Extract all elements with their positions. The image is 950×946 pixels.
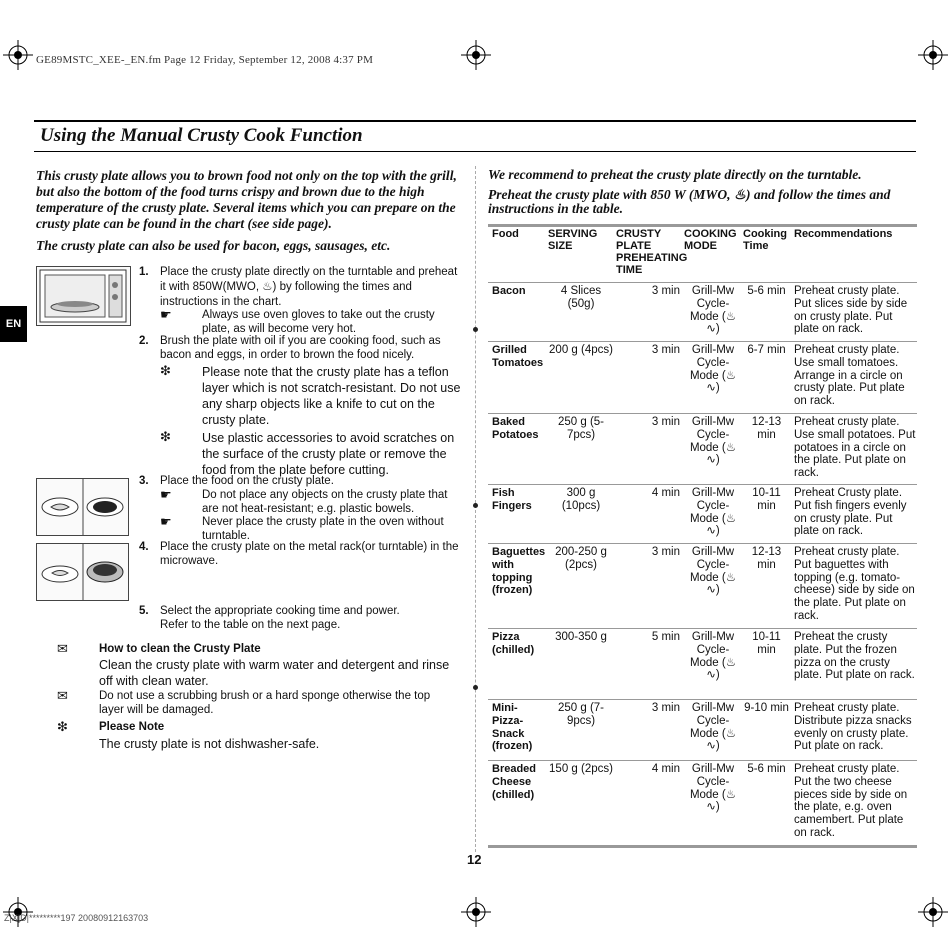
step-text: Place the crusty plate directly on the turntable and preheat it with 850W(MWO, ♨) by following the times and instructions in the chart. xyxy=(160,266,458,308)
table-cell-food: Bacon xyxy=(492,285,526,297)
step-number: 3. xyxy=(139,475,149,487)
table-cell-food: Breaded Cheese (chilled) xyxy=(492,763,537,801)
table-rule xyxy=(488,282,917,283)
asterisk-note-icon: ❇ xyxy=(57,719,68,734)
page-title: Using the Manual Crusty Cook Function xyxy=(40,125,363,146)
print-header: GE89MSTC_XEE-_EN.fm Page 12 Friday, September 12, 2008 4:37 PM xyxy=(36,54,374,66)
step-number: 5. xyxy=(139,605,149,617)
table-cell-time: 12-13 min xyxy=(751,416,782,441)
note-item xyxy=(160,364,470,426)
table-rule xyxy=(488,341,917,342)
table-cell-pre: 3 min xyxy=(651,416,680,428)
step-item xyxy=(139,540,469,570)
please-note-heading: Please Note xyxy=(99,721,165,733)
bullet-dot xyxy=(473,685,478,690)
table-cell-food: Baked Potatoes xyxy=(492,416,539,441)
registration-mark-icon xyxy=(461,40,491,70)
cleaning-note xyxy=(57,642,467,690)
table-cell-size: 250 g (7-9pcs) xyxy=(557,702,605,727)
table-cell-rec: Preheat crusty plate. Put the two cheese pieces side by side on the plate, e.g. oven camembert. Put plate on rack. xyxy=(794,763,908,839)
table-cell-time: 10-11 min xyxy=(752,631,781,656)
please-note xyxy=(57,720,467,756)
note-text: Please note that the crusty plate has a teflon layer which is not scratch-resistant. Do not use any sharp objects like a knife to cut on the crusty plate. xyxy=(202,365,461,427)
oven-illustration xyxy=(36,266,131,326)
table-cell-time: 5-6 min xyxy=(747,763,786,775)
envelope-note-icon: ✉ xyxy=(57,688,68,703)
table-cell-rec: Preheat crusty plate. Use small potatoes. Put potatoes in a circle on the plate. Put plate on rack. xyxy=(794,416,916,480)
note-text: Use plastic accessories to avoid scratches on the surface of the crusty plate or remove the food from the plate before cutting. xyxy=(202,431,455,477)
intro-paragraph: The crusty plate can also be used for bacon, eggs, sausages, etc. xyxy=(36,238,391,253)
language-tab: EN xyxy=(0,306,27,342)
step-item xyxy=(139,604,469,634)
title-rule xyxy=(34,120,916,122)
step-text: Brush the plate with oil if you are cooking food, such as bacon and eggs, in order to brown the food nicely. xyxy=(160,335,441,361)
step-text: Place the crusty plate on the metal rack(or turntable) in the microwave. xyxy=(160,541,459,567)
table-cell-size: 300 g (10pcs) xyxy=(561,487,601,512)
recommend-text: We recommend to preheat the crusty plate directly on the turntable. xyxy=(488,167,862,182)
recommend-text: Preheat the crusty plate with 850 W (MWO, ♨) and follow the times and instructions in the table. xyxy=(488,187,891,216)
pointing-hand-icon: ☛ xyxy=(160,307,172,322)
table-header: Cooking Time xyxy=(743,228,787,252)
step-item xyxy=(139,474,469,488)
step-text: Select the appropriate cooking time and power. Refer to the table on the next page. xyxy=(160,605,400,631)
table-cell-rec: Preheat crusty plate. Use small tomatoes. Arrange in a circle on crusty plate. Put plate on rack. xyxy=(794,344,905,408)
cleaning-text: Clean the crusty plate with warm water and detergent and rinse off with clean water. xyxy=(99,658,450,688)
step-number: 2. xyxy=(139,335,149,347)
plate-food-illustration xyxy=(36,478,129,536)
table-cell-pre: 3 min xyxy=(651,546,680,558)
column-divider xyxy=(475,166,476,852)
table-cell-food: Fish Fingers xyxy=(492,487,532,512)
table-cell-mode: Grill-Mw Cycle-Mode (♨∿) xyxy=(689,763,737,814)
intro-paragraph: This crusty plate allows you to brown food not only on the top with the grill, but also the bottom of the food turns crispy and brown due to the high temperature of the crusty plate. Several items which you can prepare on the crusty plate can be found in the chart (see side page). xyxy=(36,168,457,231)
registration-mark-icon xyxy=(918,897,948,927)
please-note-text: The crusty plate is not dishwasher-safe. xyxy=(99,737,320,751)
table-cell-pre: 5 min xyxy=(651,631,680,643)
table-cell-size: 250 g (5-7pcs) xyxy=(557,416,605,441)
table-header: Recommendations xyxy=(794,228,893,240)
table-cell-pre: 3 min xyxy=(651,344,680,356)
note-text: Always use oven gloves to take out the crusty plate, as will become very hot. xyxy=(202,309,435,335)
table-cell-time: 5-6 min xyxy=(747,285,786,297)
table-cell-time: 10-11 min xyxy=(752,487,781,512)
table-cell-size: 200-250 g (2pcs) xyxy=(555,546,607,571)
bullet-dot xyxy=(473,503,478,508)
table-rule xyxy=(488,699,917,700)
table-cell-time: 6-7 min xyxy=(747,344,786,356)
table-cell-size: 300-350 g xyxy=(555,631,607,643)
table-cell-pre: 4 min xyxy=(651,487,680,499)
step-number: 1. xyxy=(139,266,149,278)
note-item xyxy=(160,488,470,516)
table-rule xyxy=(488,543,917,544)
pointing-hand-icon: ☛ xyxy=(160,514,172,529)
registration-mark-icon xyxy=(918,40,948,70)
table-cell-rec: Preheat Crusty plate. Put fish fingers evenly on crusty plate. Put plate on rack. xyxy=(794,487,907,538)
note-item xyxy=(160,308,470,336)
table-cell-mode: Grill-Mw Cycle-Mode (♨∿) xyxy=(689,702,737,753)
plate-rack-illustration xyxy=(36,543,129,601)
page-number: 12 xyxy=(467,852,482,867)
table-header: COOKING MODE xyxy=(684,228,737,252)
note-item xyxy=(160,430,470,478)
note-text: Never place the crusty plate in the oven without turntable. xyxy=(202,516,444,542)
table-cell-mode: Grill-Mw Cycle-Mode (♨∿) xyxy=(689,285,737,336)
table-cell-mode: Grill-Mw Cycle-Mode (♨∿) xyxy=(689,487,737,538)
table-rule xyxy=(488,484,917,485)
table-cell-time: 12-13 min xyxy=(751,546,782,571)
table-cell-mode: Grill-Mw Cycle-Mode (♨∿) xyxy=(689,546,737,597)
table-cell-size: 4 Slices (50g) xyxy=(560,285,602,310)
table-rule xyxy=(488,224,917,227)
title-rule xyxy=(34,151,916,152)
pointing-hand-icon: ☛ xyxy=(160,487,172,502)
asterisk-note-icon: ❇ xyxy=(160,429,171,444)
note-item xyxy=(160,515,470,543)
step-item xyxy=(139,334,469,364)
registration-mark-icon xyxy=(461,897,491,927)
step-item xyxy=(139,265,469,310)
table-cell-rec: Preheat the crusty plate. Put the frozen pizza on the crusty plate. Put plate on rack. xyxy=(794,631,915,682)
table-rule xyxy=(488,845,917,848)
table-cell-size: 150 g (2pcs) xyxy=(549,763,613,775)
table-rule xyxy=(488,628,917,629)
table-rule xyxy=(488,760,917,761)
table-header: CRUSTY PLATE PREHEATING TIME xyxy=(616,228,688,276)
table-cell-food: Mini-Pizza-Snack (frozen) xyxy=(492,702,533,753)
table-cell-pre: 3 min xyxy=(651,285,680,297)
table-rule xyxy=(488,413,917,414)
table-cell-food: Grilled Tomatoes xyxy=(492,344,544,369)
table-cell-pre: 4 min xyxy=(651,763,680,775)
table-cell-time: 9-10 min xyxy=(744,702,789,714)
table-cell-rec: Preheat crusty plate. Put baguettes with topping (e.g. tomato-cheese) side by side on the plate. Put plate on rack. xyxy=(794,546,915,622)
table-cell-food: Pizza (chilled) xyxy=(492,631,535,656)
envelope-note-icon: ✉ xyxy=(57,641,68,656)
asterisk-note-icon: ❇ xyxy=(160,363,171,378)
cleaning-warning-text: Do not use a scrubbing brush or a hard sponge otherwise the top layer will be damaged. xyxy=(99,690,431,716)
bullet-dot xyxy=(473,327,478,332)
table-cell-mode: Grill-Mw Cycle-Mode (♨∿) xyxy=(689,416,737,467)
cleaning-warning xyxy=(57,689,467,719)
table-cell-rec: Preheat crusty plate. Distribute pizza snacks evenly on crusty plate. Put plate on rack. xyxy=(794,702,912,753)
table-cell-rec: Preheat crusty plate. Put slices side by side on crusty plate. Put plate on rack. xyxy=(794,285,908,336)
table-header: SERVING SIZE xyxy=(548,228,598,252)
table-cell-size: 200 g (4pcs) xyxy=(549,344,613,356)
table-cell-pre: 3 min xyxy=(651,702,680,714)
step-text: Place the food on the crusty plate. xyxy=(160,475,334,487)
step-number: 4. xyxy=(139,541,149,553)
table-header: Food xyxy=(492,228,519,240)
note-text: Do not place any objects on the crusty plate that are not heat-resistant; e.g. plastic bowels. xyxy=(202,489,448,515)
table-cell-mode: Grill-Mw Cycle-Mode (♨∿) xyxy=(689,631,737,682)
print-footer: Z|X|D|*********197 20080912163703 xyxy=(4,913,149,923)
table-cell-mode: Grill-Mw Cycle-Mode (♨∿) xyxy=(689,344,737,395)
registration-mark-icon xyxy=(3,40,33,70)
cleaning-heading: How to clean the Crusty Plate xyxy=(99,643,261,655)
table-cell-food: Baguettes with topping (frozen) xyxy=(492,546,546,597)
